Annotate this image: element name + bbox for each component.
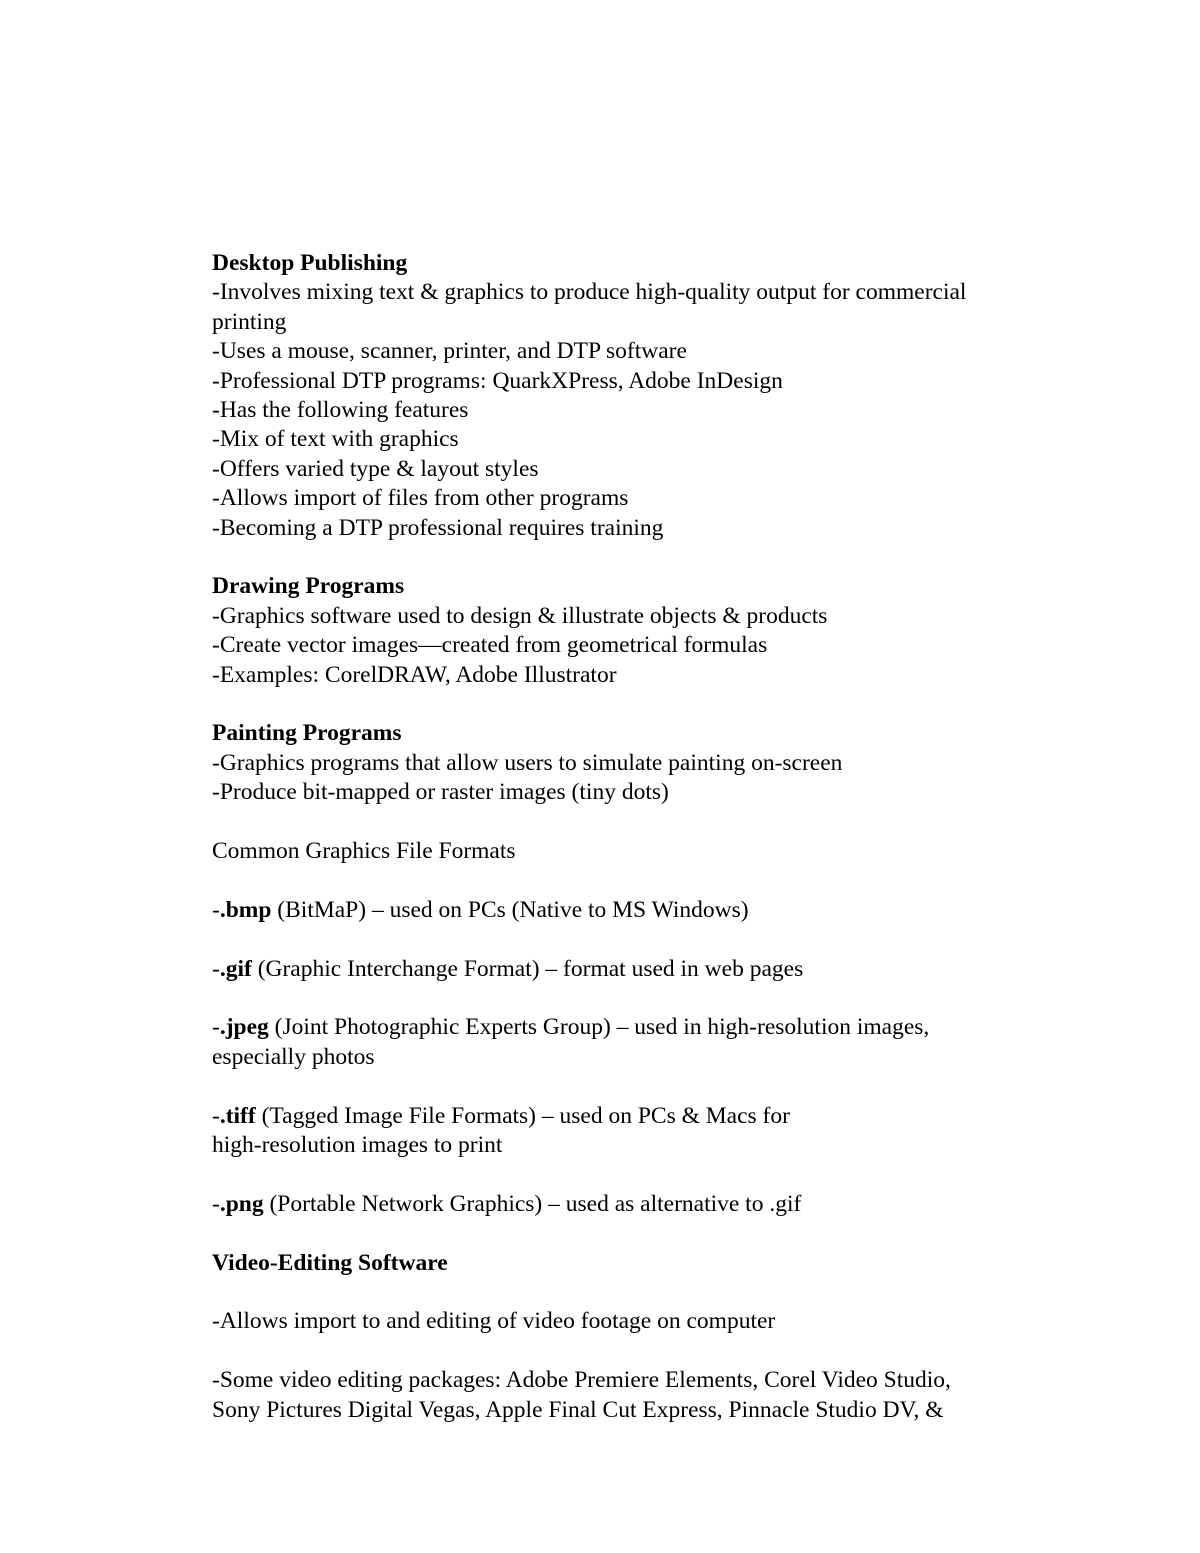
blank-line xyxy=(212,1160,1112,1189)
format-item-continuation: high-resolution images to print xyxy=(212,1132,503,1159)
format-item-tiff xyxy=(212,1102,1112,1131)
format-description: (Joint Photographic Experts Group) – used in high-resolution images, xyxy=(268,1014,930,1041)
blank-line xyxy=(212,808,1112,837)
format-description: (Portable Network Graphics) – used as alternative to .gif xyxy=(263,1190,802,1217)
text-line: -Graphics software used to design & illustrate objects & products xyxy=(212,602,828,629)
text-line: -Mix of text with graphics xyxy=(212,426,459,453)
blank-line xyxy=(212,1219,1112,1248)
blank-line xyxy=(212,690,1112,719)
text-line: -Allows import to and editing of video footage on computer xyxy=(212,1308,776,1335)
format-dash: - xyxy=(212,955,220,982)
format-extension: .bmp xyxy=(219,896,272,923)
blank-line xyxy=(212,1337,1112,1366)
format-description: (BitMaP) – used on PCs (Native to MS Windows) xyxy=(271,896,749,923)
format-dash: - xyxy=(212,1190,220,1217)
text-line: -Offers varied type & layout styles xyxy=(212,455,539,482)
format-description: (Graphic Interchange Format) – format used in web pages xyxy=(251,955,804,982)
blank-line xyxy=(212,925,1112,954)
section-heading: Desktop Publishing xyxy=(212,250,408,276)
format-dash: - xyxy=(212,1102,220,1129)
blank-line xyxy=(212,1072,1112,1101)
format-extension: .jpeg xyxy=(219,1014,269,1041)
section-drawing-programs xyxy=(212,572,1112,690)
section-painting-programs xyxy=(212,719,1112,807)
blank-line xyxy=(212,1278,1112,1307)
section-heading: Drawing Programs xyxy=(212,573,405,600)
text-line: -Some video editing packages: Adobe Premiere Elements, Corel Video Studio, xyxy=(212,1367,951,1394)
text-line: printing xyxy=(212,308,287,335)
text-line: Sony Pictures Digital Vegas, Apple Final Cut Express, Pinnacle Studio DV, & xyxy=(212,1396,944,1423)
format-extension: .gif xyxy=(219,955,252,982)
format-extension: .tiff xyxy=(219,1102,256,1129)
section-heading: Video-Editing Software xyxy=(212,1249,448,1276)
document-page xyxy=(212,249,1112,1425)
text-line: -Create vector images—created from geometrical formulas xyxy=(212,632,768,659)
text-line: -Becoming a DTP professional requires training xyxy=(212,514,664,541)
format-item-gif xyxy=(212,955,1112,984)
format-item-png xyxy=(212,1190,1112,1219)
format-item-continuation: especially photos xyxy=(212,1043,375,1070)
format-dash: - xyxy=(212,1014,220,1041)
text-line: -Has the following features xyxy=(212,397,469,424)
text-line: -Graphics programs that allow users to simulate painting on-screen xyxy=(212,749,843,776)
section-desktop-publishing xyxy=(212,249,1112,543)
format-extension: .png xyxy=(219,1190,264,1217)
section-video-editing xyxy=(212,1249,1112,1425)
format-item-bmp xyxy=(212,896,1112,925)
format-description: (Tagged Image File Formats) – used on PCs & Macs for xyxy=(255,1102,790,1129)
text-line: -Allows import of files from other programs xyxy=(212,485,629,512)
section-file-formats xyxy=(212,837,1112,1219)
text-line: -Professional DTP programs: QuarkXPress, Adobe InDesign xyxy=(212,367,783,394)
format-dash: - xyxy=(212,896,220,923)
blank-line xyxy=(212,984,1112,1013)
text-line: -Uses a mouse, scanner, printer, and DTP software xyxy=(212,338,687,365)
blank-line xyxy=(212,543,1112,572)
format-item-jpeg xyxy=(212,1013,1112,1042)
section-heading: Common Graphics File Formats xyxy=(212,838,516,865)
section-heading: Painting Programs xyxy=(212,720,402,747)
blank-line xyxy=(212,866,1112,895)
text-line: -Examples: CorelDRAW, Adobe Illustrator xyxy=(212,661,617,688)
text-line: -Involves mixing text & graphics to produce high-quality output for commercial xyxy=(212,279,967,306)
text-line: -Produce bit-mapped or raster images (tiny dots) xyxy=(212,779,669,806)
